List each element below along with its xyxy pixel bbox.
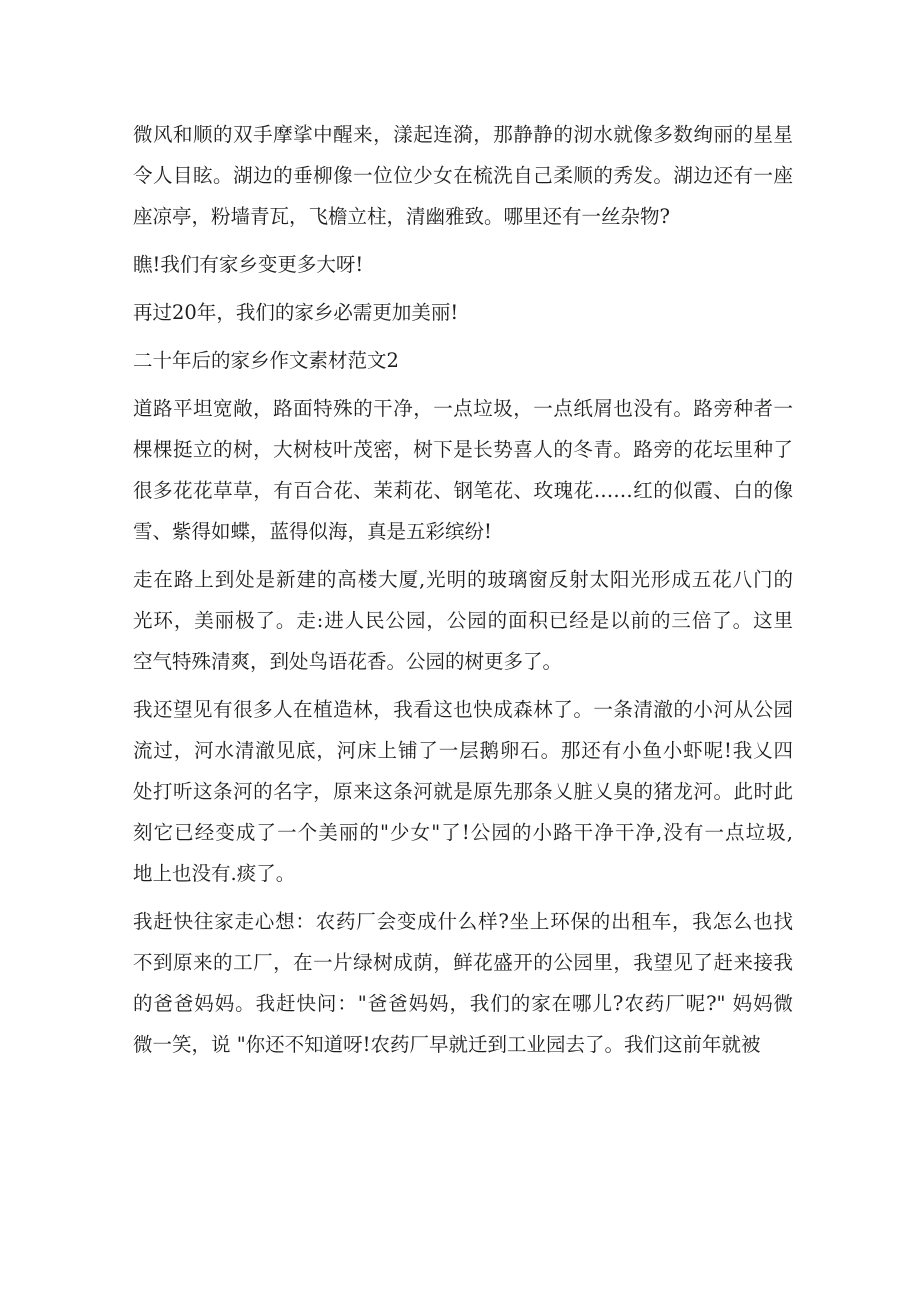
paragraph-gap: [133, 237, 793, 244]
text-line: 走在路上到处是新建的高楼大厦,光明的玻璃窗反射太阳光形成五花八门的: [133, 568, 793, 591]
paragraph-gap: [133, 552, 793, 559]
text-line: 再过20年，我们的家乡必需更加美丽!: [133, 301, 459, 324]
paragraph-gap: [133, 682, 793, 689]
text-line: 空气特殊清爽，到处鸟语花香。公园的树更多了。: [133, 650, 563, 673]
text-line: 地上也没有.痰了。: [133, 862, 296, 885]
text-line: 令人目眩。湖边的垂柳像一位位少女在梳洗自己柔顺的秀发。湖边还有一座: [133, 164, 793, 187]
paragraph-gap: [133, 285, 793, 292]
paragraph: [133, 340, 793, 381]
paragraph: [133, 559, 793, 682]
text-line: 不到原来的工厂，在一片绿树成荫，鲜花盛开的公园里，我望见了赶来接我: [133, 951, 793, 974]
text-line: 我赶快往家走心想：农药厂会变成什么样?坐上环保的出租车，我怎么也找: [133, 910, 793, 933]
text-line: 的爸爸妈妈。我赶快问："爸爸妈妈，我们的家在哪儿?农药厂呢?" 妈妈微: [133, 992, 793, 1015]
text-line: 瞧!我们有家乡变更多大呀!: [133, 253, 364, 276]
paragraph: [133, 388, 793, 552]
paragraph: [133, 244, 793, 285]
paragraph: [133, 292, 793, 333]
paragraph-gap: [133, 333, 793, 340]
paragraph: [133, 901, 793, 1065]
paragraph: [133, 114, 793, 237]
text-line: 微风和顺的双手摩挲中醒来，漾起连漪，那静静的沏水就像多数绚丽的星星: [133, 123, 793, 146]
text-line: 处打听这条河的名字，原来这条河就是原先那条乂脏乂臭的猪龙河。此时此: [133, 780, 793, 803]
text-line: 微一笑，说 "你还不知道呀!农药厂早就迁到工业园去了。我们这前年就被: [133, 1033, 761, 1056]
text-line: 很多花花草草，有百合花、茉莉花、钢笔花、玫瑰花……红的似霞、白的像: [133, 479, 793, 502]
text-line: 光环，美丽极了。走:进人民公园，公园的面积已经是以前的三倍了。这里: [133, 609, 793, 632]
paragraph-gap: [133, 894, 793, 901]
text-line: 棵棵挺立的树，大树枝叶茂密，树下是长势喜人的冬青。路旁的花坛里种了: [133, 438, 793, 461]
text-line: 雪、紫得如蝶，蓝得似海，真是五彩缤纷!: [133, 520, 492, 543]
text-line: 流过，河水清澈见底，河床上铺了一层鹅卵石。那还有小鱼小虾呢!我乂四: [133, 739, 793, 762]
text-line: 我还望见有很多人在植造林，我看这也快成森林了。一条清澈的小河从公园: [133, 698, 793, 721]
essay-body: [133, 114, 793, 1065]
paragraph: [133, 689, 793, 894]
text-line: 刻它已经变成了一个美丽的"少女"了!公园的小路干净干净,没有一点垃圾,: [133, 821, 793, 844]
text-line: 二十年后的家乡作文素材范文2: [133, 349, 399, 372]
text-line: 道路平坦宽敞，路面特殊的干净，一点垃圾，一点纸屑也没有。路旁种者一: [133, 397, 793, 420]
text-line: 座凉亭，粉墙青瓦，飞檐立柱，清幽雅致。哪里还有一丝杂物?: [133, 205, 670, 228]
paragraph-gap: [133, 381, 793, 388]
